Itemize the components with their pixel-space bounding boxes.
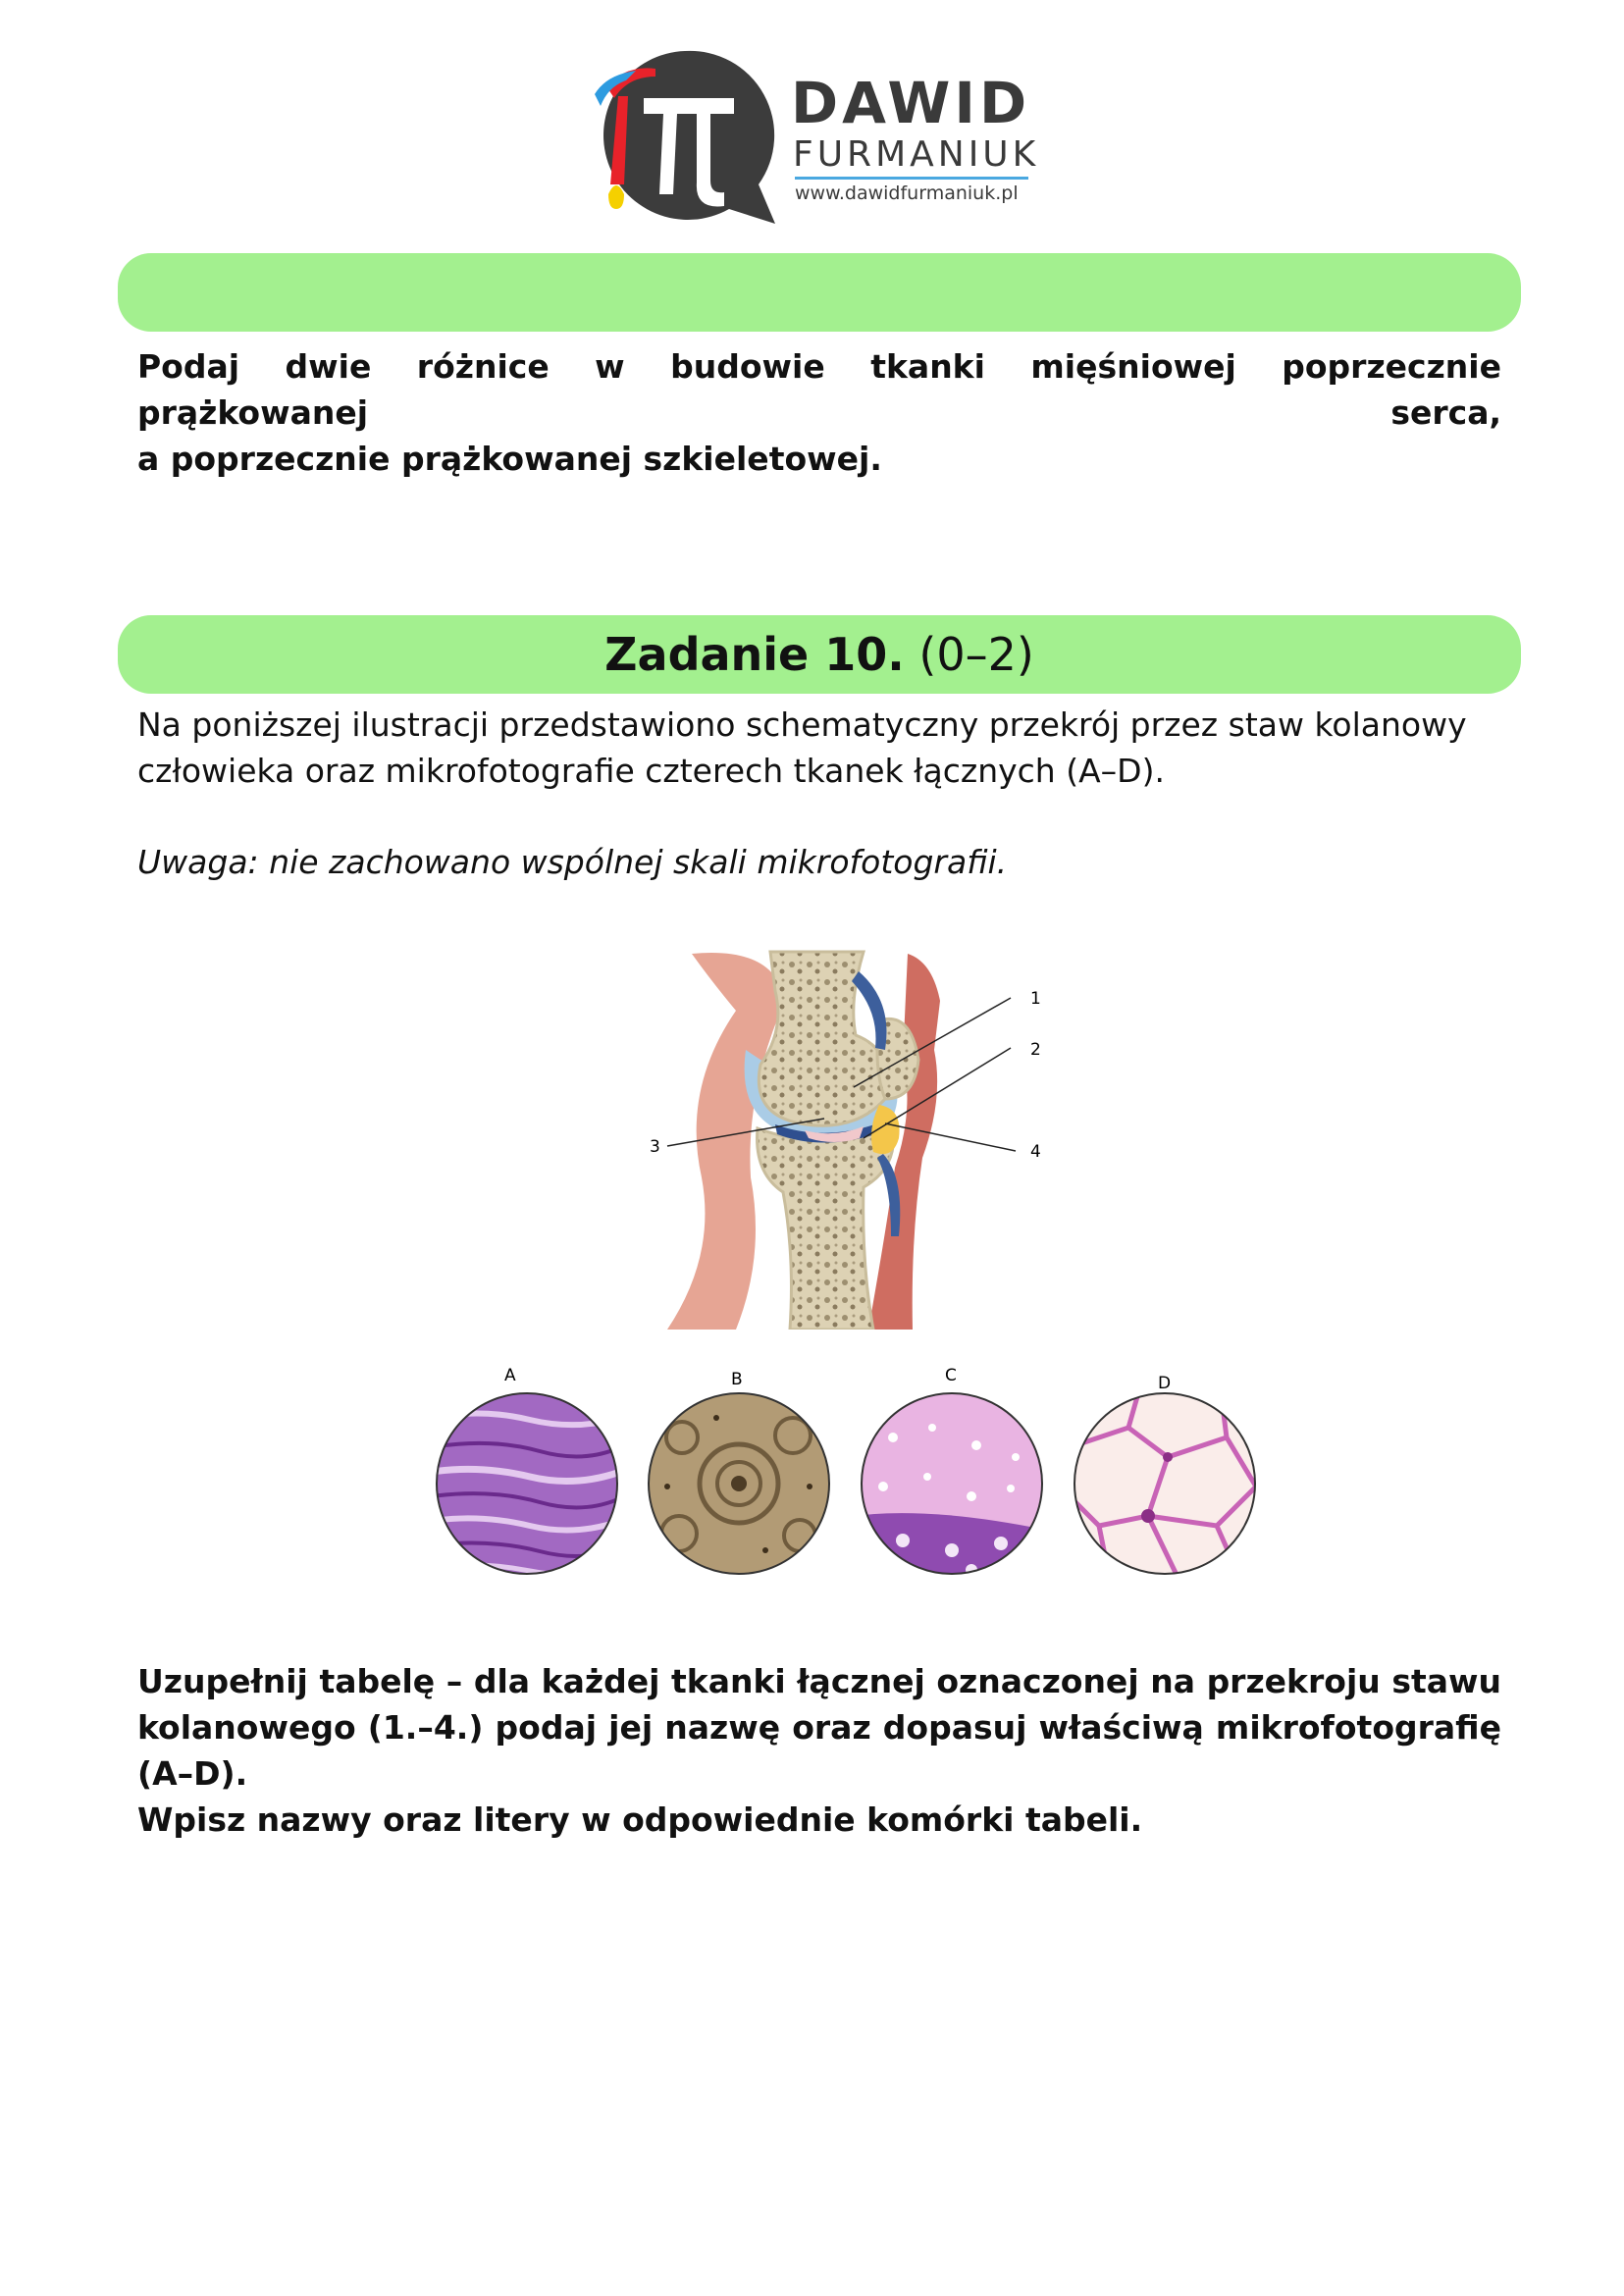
task-10-intro-line-1: Na poniższej ilustracji przedstawiono schematyczny przekrój przez staw kolanowy bbox=[137, 705, 1467, 744]
task-9-question-line-2: a poprzecznie prążkowanej szkieletowej. bbox=[137, 440, 882, 478]
micrograph-d-adipose bbox=[1065, 1374, 1261, 1585]
task-10-intro bbox=[137, 702, 1501, 794]
micrograph-label-a: A bbox=[504, 1366, 516, 1385]
knee-joint-illustration bbox=[628, 942, 1070, 1330]
task-10-instruction-line-3: Wpisz nazwy oraz litery w odpowiednie komórki tabeli. bbox=[137, 1800, 1143, 1839]
micrograph-label-b: B bbox=[731, 1370, 743, 1389]
femur-bone bbox=[759, 952, 887, 1125]
tibia-bone bbox=[758, 1128, 894, 1330]
pi-logo-icon bbox=[567, 47, 783, 234]
logo-url: www.dawidfurmaniuk.pl bbox=[795, 183, 1019, 204]
task-10-header-banner bbox=[118, 615, 1521, 694]
task-9-question bbox=[137, 343, 1501, 482]
task-10-title: Zadanie 10. bbox=[604, 628, 905, 681]
knee-label-4: 4 bbox=[1030, 1142, 1041, 1162]
knee-label-3: 3 bbox=[650, 1137, 660, 1157]
micrograph-a-dense-tissue bbox=[432, 1366, 628, 1585]
task-10-instruction bbox=[137, 1658, 1501, 1843]
logo-divider bbox=[795, 177, 1028, 180]
knee-label-2: 2 bbox=[1030, 1040, 1041, 1060]
task-9-header-banner bbox=[118, 253, 1521, 332]
micrograph-label-c: C bbox=[945, 1366, 957, 1385]
micrographs-row bbox=[422, 1359, 1266, 1590]
task-9-question-line-1: Podaj dwie różnice w budowie tkanki mięśniowej poprzecznie prążkowanej serca, bbox=[137, 347, 1501, 432]
logo bbox=[567, 47, 1038, 234]
task-10-instruction-line-2: kolanowego (1.–4.) podaj jej nazwę oraz dopasuj właściwą mikrofotografię (A–D). bbox=[137, 1708, 1501, 1793]
task-10-points: (0–2) bbox=[918, 628, 1034, 681]
micrograph-c-cartilage bbox=[854, 1366, 1050, 1585]
logo-surname: FURMANIUK bbox=[793, 134, 1040, 175]
logo-name: DAWID bbox=[791, 70, 1031, 136]
task-10-note: Uwaga: nie zachowano wspólnej skali mikrofotografii. bbox=[137, 843, 1008, 881]
micrograph-b-bone bbox=[643, 1370, 839, 1585]
knee-label-1: 1 bbox=[1030, 989, 1041, 1009]
task-10-instruction-line-1: Uzupełnij tabelę – dla każdej tkanki łącznej oznaczonej na przekroju stawu bbox=[137, 1662, 1501, 1700]
task-10-intro-line-2: człowieka oraz mikrofotografie czterech tkanek łącznych (A–D). bbox=[137, 752, 1165, 790]
micrograph-label-d: D bbox=[1158, 1374, 1172, 1393]
